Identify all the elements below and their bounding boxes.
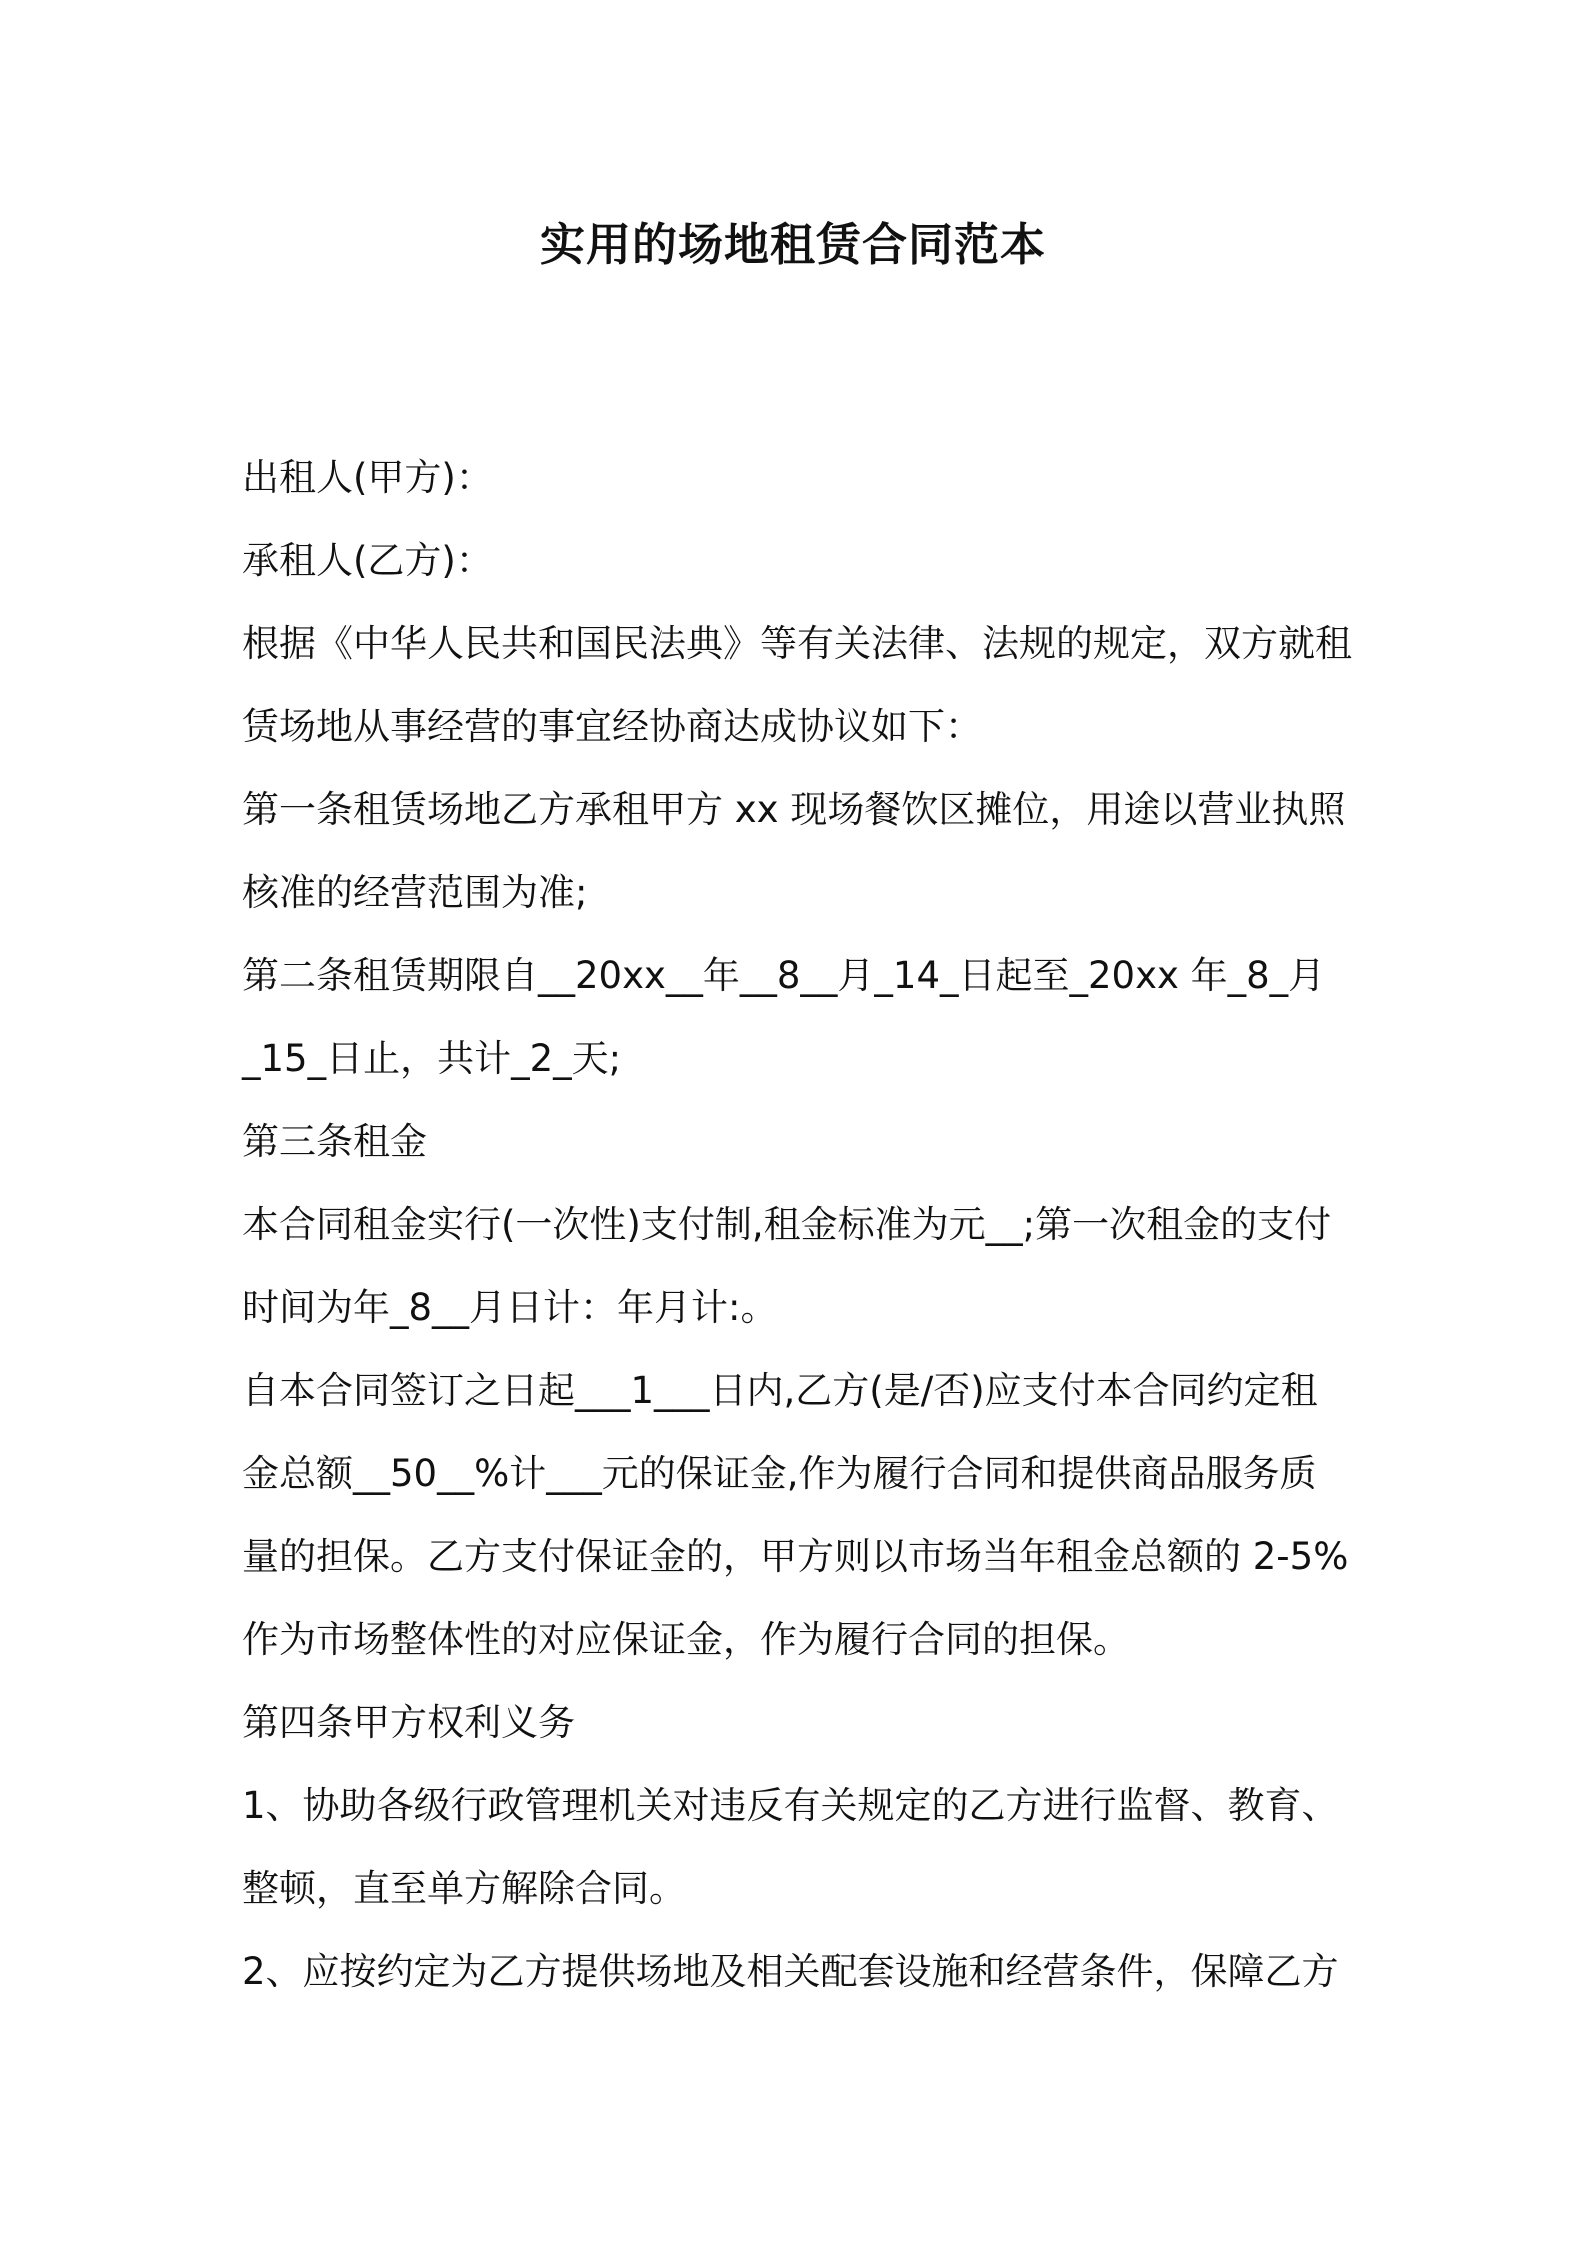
party-a-line: 出租人(甲方)： — [242, 456, 493, 499]
paragraph-line: 金总额__50__%计___元的保证金,作为履行合同和提供商品服务质 — [242, 1452, 1317, 1495]
paragraph-line: _15_日止，共计_2_天; — [242, 1037, 622, 1080]
article-3-heading: 第三条租金 — [242, 1120, 427, 1163]
paragraph-line: 量的担保。乙方支付保证金的，甲方则以市场当年租金总额的 2-5% — [242, 1535, 1349, 1578]
list-item-1-line: 1、协助各级行政管理机关对违反有关规定的乙方进行监督、教育、 — [242, 1784, 1339, 1827]
paragraph-line: 作为市场整体性的对应保证金，作为履行合同的担保。 — [242, 1618, 1130, 1661]
document-title: 实用的场地租赁合同范本 — [539, 218, 1046, 271]
document-body — [242, 448, 1352, 2025]
paragraph-line: 本合同租金实行(一次性)支付制,租金标准为元__;第一次租金的支付 — [242, 1203, 1332, 1246]
article-1-line: 第一条租赁场地乙方承租甲方 xx 现场餐饮区摊位，用途以营业执照 — [242, 788, 1346, 831]
article-2-line: 第二条租赁期限自__20xx__年__8__月_14_日起至_20xx 年_8_月 — [242, 954, 1326, 997]
paragraph-line: 整顿，直至单方解除合同。 — [242, 1867, 686, 1910]
paragraph-line: 核准的经营范围为准; — [242, 871, 588, 914]
paragraph-line: 赁场地从事经营的事宜经协商达成协议如下： — [242, 705, 982, 748]
article-4-heading: 第四条甲方权利义务 — [242, 1701, 575, 1744]
paragraph-line: 根据《中华人民共和国民法典》等有关法律、法规的规定，双方就租 — [242, 622, 1352, 665]
list-item-2-line: 2、应按约定为乙方提供场地及相关配套设施和经营条件，保障乙方 — [242, 1950, 1339, 1993]
party-b-line: 承租人(乙方)： — [242, 539, 493, 582]
paragraph-line: 自本合同签订之日起___1___日内,乙方(是/否)应支付本合同约定租 — [242, 1369, 1318, 1412]
paragraph-line: 时间为年_8__月日计：年月计:。 — [242, 1286, 778, 1329]
